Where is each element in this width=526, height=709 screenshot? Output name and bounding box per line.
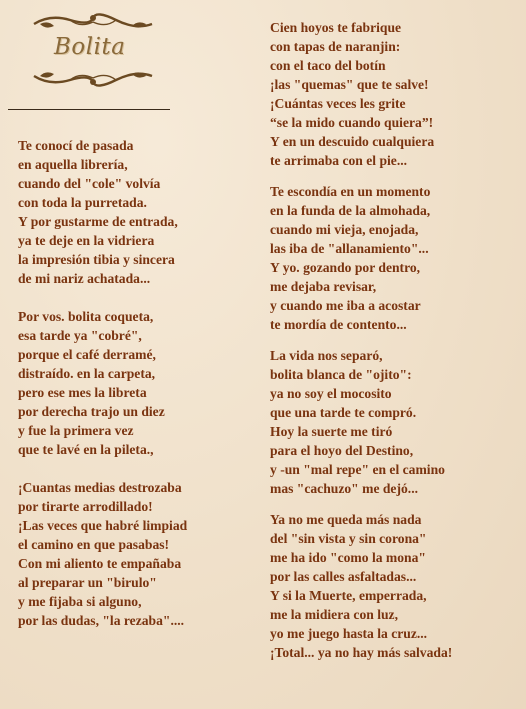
poem-line: ¡Las veces que habré limpiad [18, 518, 188, 533]
poem-line: pero ese mes la libreta [18, 385, 147, 400]
poem-line: Cien hoyos te fabrique [270, 20, 402, 35]
poem-line: te mordía de contento... [270, 317, 407, 332]
stanza [18, 478, 187, 630]
poem-line: esa tarde ya "cobré", [18, 328, 142, 343]
poem-line: del "sin vista y sin corona" [270, 531, 427, 546]
poem-line: Y en un descuido cualquiera [270, 134, 435, 149]
poem-line: con toda la purretada. [18, 195, 147, 210]
poem-line: mas "cachuzo" me dejó... [270, 481, 418, 496]
poem-line: por tirarte arrodillado! [18, 499, 153, 514]
title-divider [8, 109, 170, 110]
poem-column-left [18, 136, 187, 630]
poem-line: ya te deje en la vidriera [18, 233, 155, 248]
poem-line: para el hoyo del Destino, [270, 443, 414, 458]
poem-line: de mi nariz achatada... [18, 271, 151, 286]
poem-line: yo me juego hasta la cruz... [270, 626, 428, 641]
poem-line: que una tarde te compró. [270, 405, 417, 420]
stanza [270, 182, 452, 334]
poem-line: ¡Cuántas veces les grite [270, 96, 406, 111]
poem-line: bolita blanca de "ojito": [270, 367, 412, 382]
poem-line: el camino en que pasabas! [18, 537, 170, 552]
poem-line: porque el café derramé, [18, 347, 156, 362]
poem-line: por derecha trajo un diez [18, 404, 165, 419]
poem-line: y -un "mal repe" en el camino [270, 462, 445, 477]
poem-line: Hoy la suerte me tiró [270, 424, 393, 439]
poem-line: cuando mi vieja, enojada, [270, 222, 419, 237]
poem-line: ¡las "quemas" que te salve! [270, 77, 429, 92]
flourish-ornament-icon [30, 68, 156, 90]
flourish-ornament-icon [30, 10, 156, 32]
poem-line: con el taco del botín [270, 58, 386, 73]
poem-line: me la midiera con luz, [270, 607, 398, 622]
poem-line: con tapas de naranjin: [270, 39, 401, 54]
poem-line: Te conocí de pasada [18, 138, 134, 153]
poem-line: me dejaba revisar, [270, 279, 377, 294]
poem-line: La vida nos separó, [270, 348, 383, 363]
stanza [270, 510, 452, 662]
stanza [18, 307, 187, 459]
poem-line: Y si la Muerte, emperrada, [270, 588, 427, 603]
title-header [18, 8, 178, 112]
poem-line: Por vos. bolita coqueta, [18, 309, 154, 324]
poem-line: por las dudas, "la rezaba".... [18, 613, 185, 628]
stanza [270, 18, 452, 170]
poem-line: y me fijaba si alguno, [18, 594, 142, 609]
poem-line: cuando del "cole" volvía [18, 176, 161, 191]
poem-line: Y yo. gozando por dentro, [270, 260, 421, 275]
poem-line: Y por gustarme de entrada, [18, 214, 178, 229]
poem-line: y cuando me iba a acostar [270, 298, 421, 313]
poem-line: ya no soy el mocosito [270, 386, 392, 401]
poem-line: las iba de "allanamiento"... [270, 241, 429, 256]
stanza [270, 346, 452, 498]
poem-line: Te escondía en un momento [270, 184, 431, 199]
poem-line: en la funda de la almohada, [270, 203, 431, 218]
poem-line: te arrimaba con el pie... [270, 153, 408, 168]
poem-line: por las calles asfaltadas... [270, 569, 417, 584]
poem-line: la impresión tibia y sincera [18, 252, 175, 267]
poem-column-right [270, 18, 452, 662]
poem-line: en aquella librería, [18, 157, 128, 172]
poem-line: y fue la primera vez [18, 423, 134, 438]
poem-line: Ya no me queda más nada [270, 512, 422, 527]
poem-line: que te lavé en la pileta., [18, 442, 154, 457]
poem-line: Con mi aliento te empañaba [18, 556, 182, 571]
poem-title: Bolita [54, 34, 126, 60]
poem-line: ¡Cuantas medias destrozaba [18, 480, 182, 495]
poem-line: al preparar un "birulo" [18, 575, 157, 590]
stanza [18, 136, 187, 288]
poem-line: “se la mido cuando quiera”! [270, 115, 434, 130]
poem-line: me ha ido "como la mona" [270, 550, 426, 565]
poem-line: ¡Total... ya no hay más salvada! [270, 645, 453, 660]
poem-line: distraído. en la carpeta, [18, 366, 156, 381]
